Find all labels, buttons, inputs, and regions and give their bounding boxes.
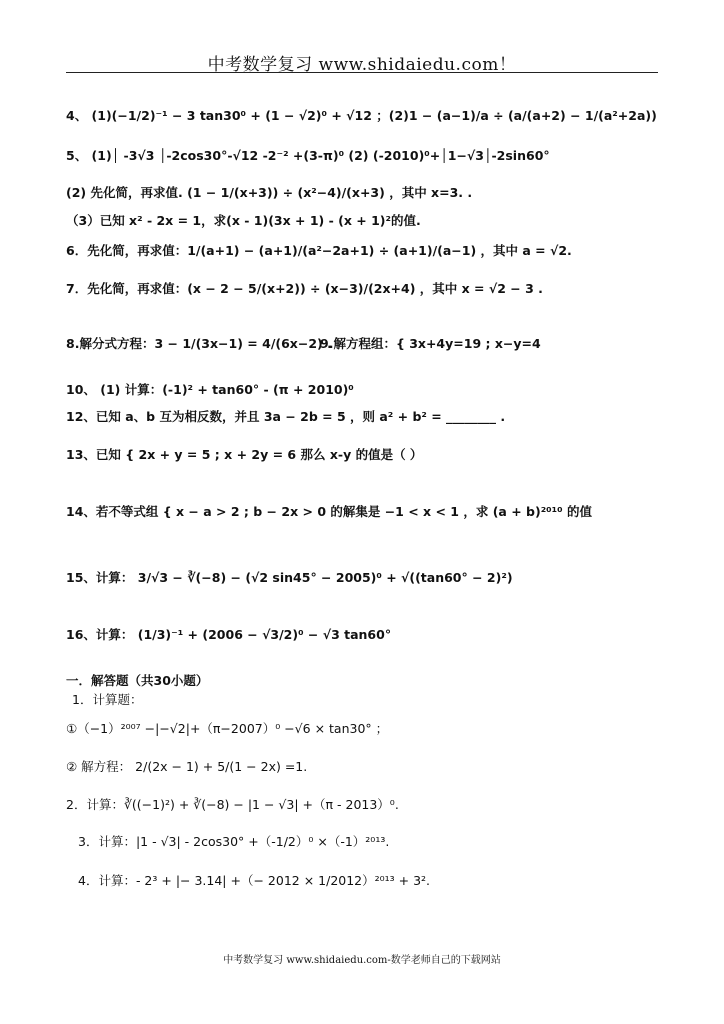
problem-12: 12、已知 a、b 互为相反数，并且 3a − 2b = 5 ，则 a² + b² = ________ .: [66, 409, 506, 424]
section-title: 一．解答题（共30小题）: [66, 673, 209, 688]
problem-9: 9.解方程组：{ 3x+4y=19 ; x−y=4: [320, 336, 541, 351]
problem-16: 16、计算： (1/3)⁻¹ + (2006 − √3/2)⁰ − √3 tan60°: [66, 627, 392, 642]
question-1a: ①（−1）²⁰⁰⁷ −|−√2|+（π−2007）⁰ −√6 × tan30° ；: [66, 721, 389, 736]
problem-5-part-2: (2) 先化简，再求值. (1 − 1/(x+3)) ÷ (x²−4)/(x+3) ，其中 x=3. .: [66, 185, 473, 200]
problem-8: 8.解分式方程：3 − 1/(3x−1) = 4/(6x−2) .: [66, 336, 332, 351]
page-header-title: 中考数学复习 www.shidaiedu.com！: [207, 55, 517, 75]
problem-13: 13、已知 { 2x + y = 5 ; x + 2y = 6 那么 x-y 的值是（ ）: [66, 447, 423, 462]
problem-5-part-3: （3）已知 x² - 2x = 1，求(x - 1)(3x + 1) - (x + 1)²的值.: [66, 213, 421, 228]
question-2: 2．计算：∛((−1)²) + ∛(−8) − |1 − √3| +（π - 2013）⁰.: [66, 797, 399, 812]
problem-15: 15、计算： 3/√3 − ∛(−8) − (√2 sin45° − 2005)⁰ + √((tan60° − 2)²): [66, 570, 513, 585]
problem-5: 5、 (1)│ -3√3 │-2cos30°-√12 -2⁻² +(3-π)⁰ (2) (-2010)⁰+│1−√3│-2sin60°: [66, 148, 550, 163]
question-1b: ② 解方程： 2/(2x − 1) + 5/(1 − 2x) =1.: [66, 759, 308, 774]
header-divider: [66, 72, 658, 73]
problem-14: 14、若不等式组 { x − a > 2 ; b − 2x > 0 的解集是 −1 < x < 1 ，求 (a + b)²⁰¹⁰ 的值: [66, 504, 592, 519]
problem-4: 4、 (1)(−1/2)⁻¹ − 3 tan30⁰ + (1 − √2)⁰ + √12 ；(2)1 − (a−1)/a ÷ (a/(a+2) − 1/(a²+2a)): [66, 108, 657, 123]
problem-10: 10、 (1) 计算：(-1)² + tan60° - (π + 2010)⁰: [66, 382, 354, 397]
question-4: 4．计算：- 2³ + |− 3.14| +（− 2012 × 1/2012）²⁰¹³ + 3².: [78, 873, 431, 888]
question-3: 3．计算：|1 - √3| - 2cos30° +（-1/2）⁰ ×（-1）²⁰¹³.: [78, 834, 390, 849]
question-1-label: 1．计算题：: [72, 692, 143, 707]
problem-7: 7．先化简，再求值：(x − 2 − 5/(x+2)) ÷ (x−3)/(2x+4) ，其中 x = √2 − 3 .: [66, 281, 543, 296]
problem-6: 6．先化简，再求值：1/(a+1) − (a+1)/(a²−2a+1) ÷ (a+1)/(a−1) ，其中 a = √2.: [66, 243, 572, 258]
page-footer: 中考数学复习 www.shidaiedu.com-数学老师自己的下载网站: [223, 955, 501, 966]
